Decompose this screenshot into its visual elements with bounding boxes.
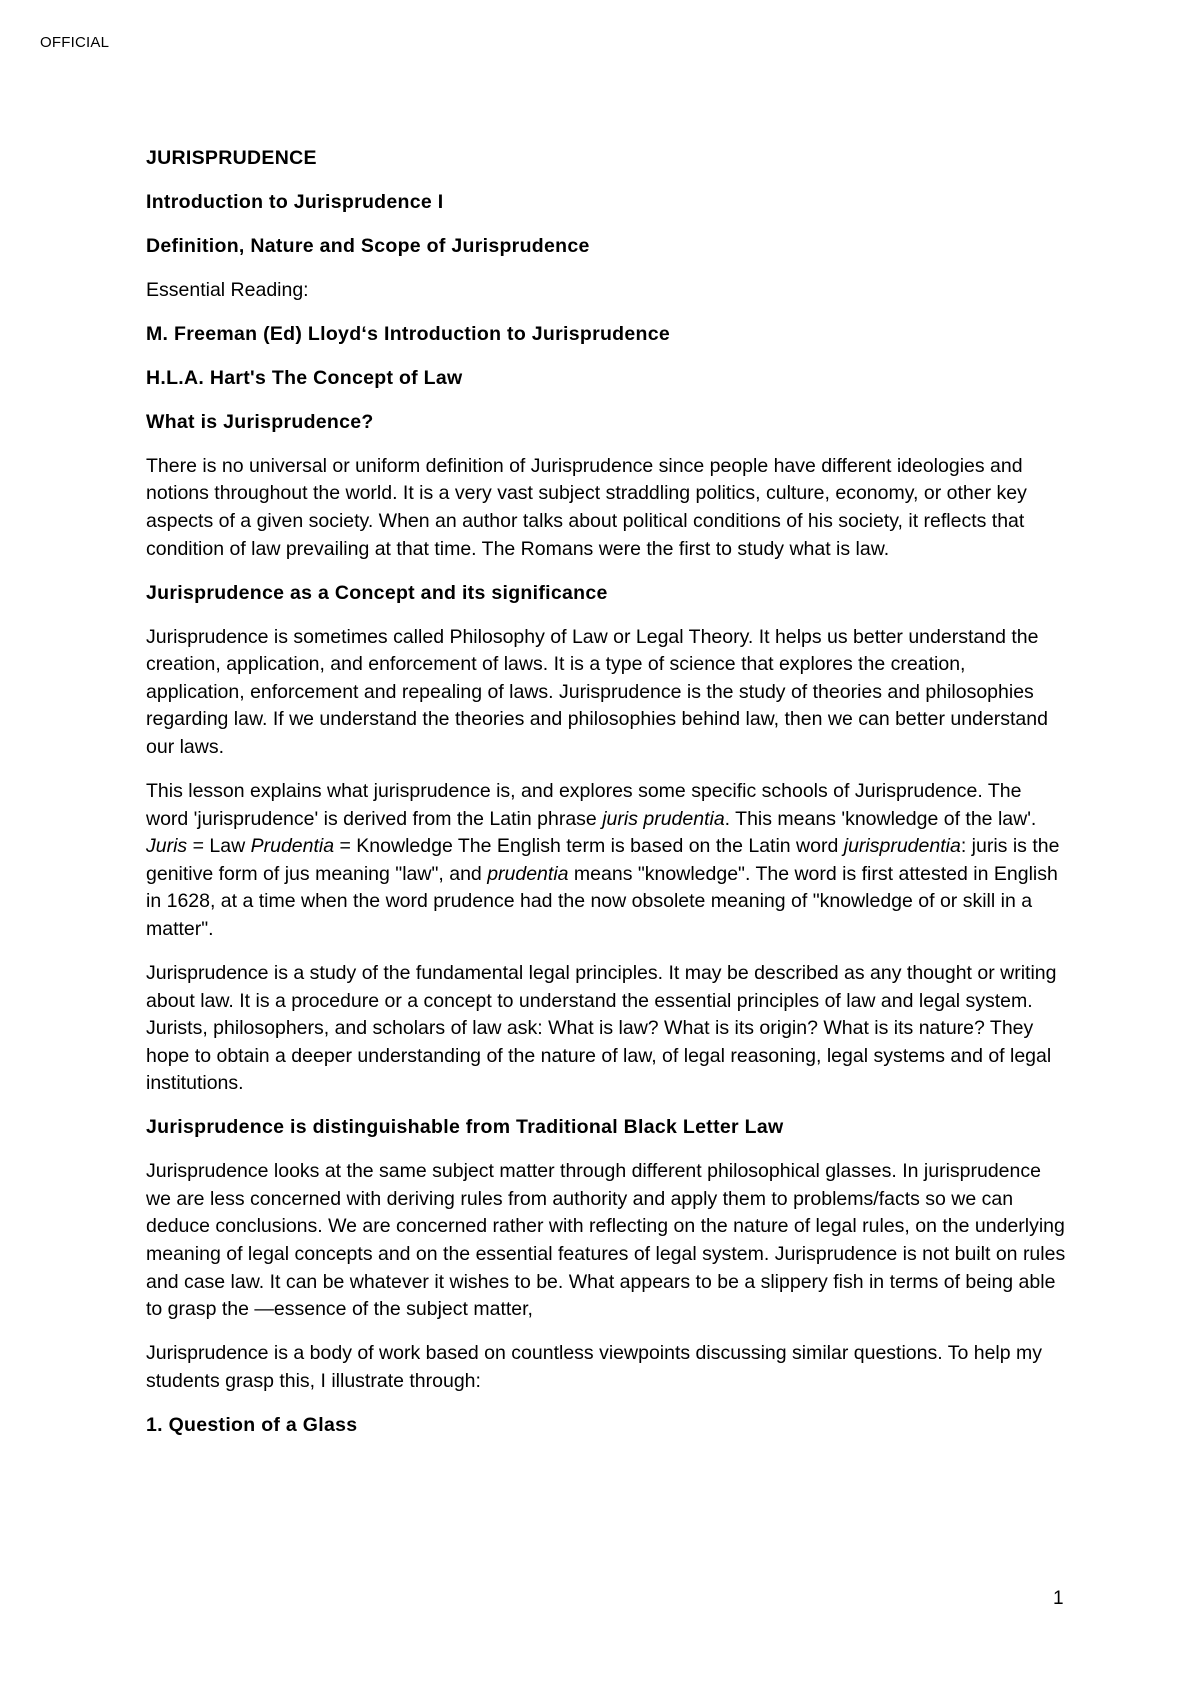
paragraph-body-of-work: Jurisprudence is a body of work based on countless viewpoints discussing similar questions. To help my students grasp this, I illustrate through:	[146, 1342, 1043, 1392]
document-subtitle: Introduction to Jurisprudence I	[146, 190, 444, 213]
text-run: : juris is the genitive form of jus meaning "law", and	[146, 835, 1060, 885]
document-title: JURISPRUDENCE	[146, 147, 317, 169]
essential-reading-label: Essential Reading:	[146, 278, 309, 301]
document-body	[146, 145, 1066, 1456]
page-number: 1	[1053, 1588, 1064, 1609]
section-heading-what-is-jurisprudence: What is Jurisprudence?	[146, 410, 374, 433]
latin-term-jurisprudentia: jurisprudentia	[843, 835, 961, 858]
latin-term-juris: Juris	[146, 835, 188, 858]
section-heading-question-of-a-glass: 1. Question of a Glass	[146, 1413, 358, 1436]
paragraph-fundamental-principles: Jurisprudence is a study of the fundamental legal principles. It may be described as any thought or writing about law. It is a procedure or a concept to understand the essential principles of law and legal system. Jurists, philosophers, and scholars of law ask: What is law? What is its origin? What is its nature? They hope to obtain a deeper understanding of the nature of law, of legal reasoning, legal systems and of legal institutions.	[146, 961, 1057, 1095]
latin-term-juris-prudentia: juris prudentia	[602, 807, 725, 830]
section-heading-black-letter-law: Jurisprudence is distinguishable from Traditional Black Letter Law	[146, 1116, 784, 1139]
text-run: means "knowledge". The word is first attested in English in 1628, at a time when the word prudence had the now obsolete meaning of "knowledge of or skill in a matter".	[146, 862, 1058, 940]
text-run: = Knowledge The English term is based on the Latin word	[334, 835, 844, 858]
paragraph-philosophical-glasses: Jurisprudence looks at the same subject matter through different philosophical glasses. In jurisprudence we are less concerned with deriving rules from authority and apply them to problems/facts so we can deduce conclusions. We are concerned rather with reflecting on the nature of legal rules, on the underlying meaning of legal concepts and on the essential features of legal system. Jurisprudence is not built on rules and case law. It can be whatever it wishes to be. What appears to be a slippery fish in terms of being able to grasp the ―essence of the subject matter,	[146, 1160, 1066, 1321]
paragraph-definition: There is no universal or uniform definition of Jurisprudence since people have different ideologies and notions throughout the world. It is a very vast subject straddling politics, culture, economy, or other key aspects of a given society. When an author talks about political conditions of his society, it reflects that condition of law prevailing at that time. The Romans were the first to study what is law.	[146, 454, 1027, 560]
paragraph-etymology	[146, 778, 1066, 944]
reading-item-hart: H.L.A. Hart's The Concept of Law	[146, 366, 463, 389]
reading-item-freeman: M. Freeman (Ed) Lloyd‘s Introduction to Jurisprudence	[146, 322, 671, 345]
classification-label: OFFICIAL	[40, 34, 110, 51]
text-run: = Law	[187, 835, 251, 858]
latin-term-prudentia-2: prudentia	[487, 862, 569, 885]
paragraph-philosophy-of-law: Jurisprudence is sometimes called Philosophy of Law or Legal Theory. It helps us better understand the creation, application, and enforcement of laws. It is a type of science that explores the creation, application, enforcement and repealing of laws. Jurisprudence is the study of theories and philosophies regarding law. If we understand the theories and philosophies behind law, then we can better understand our laws.	[146, 625, 1048, 759]
section-heading-concept-significance: Jurisprudence as a Concept and its significance	[146, 581, 608, 604]
text-run: This lesson explains what jurisprudence is, and explores some specific schools of Jurisprudence. The word 'jurisprudence' is derived from the Latin phrase	[146, 780, 1022, 830]
text-run: . This means 'knowledge of the law'.	[724, 807, 1037, 830]
document-topic: Definition, Nature and Scope of Jurisprudence	[146, 234, 590, 257]
latin-term-prudentia: Prudentia	[250, 835, 335, 858]
